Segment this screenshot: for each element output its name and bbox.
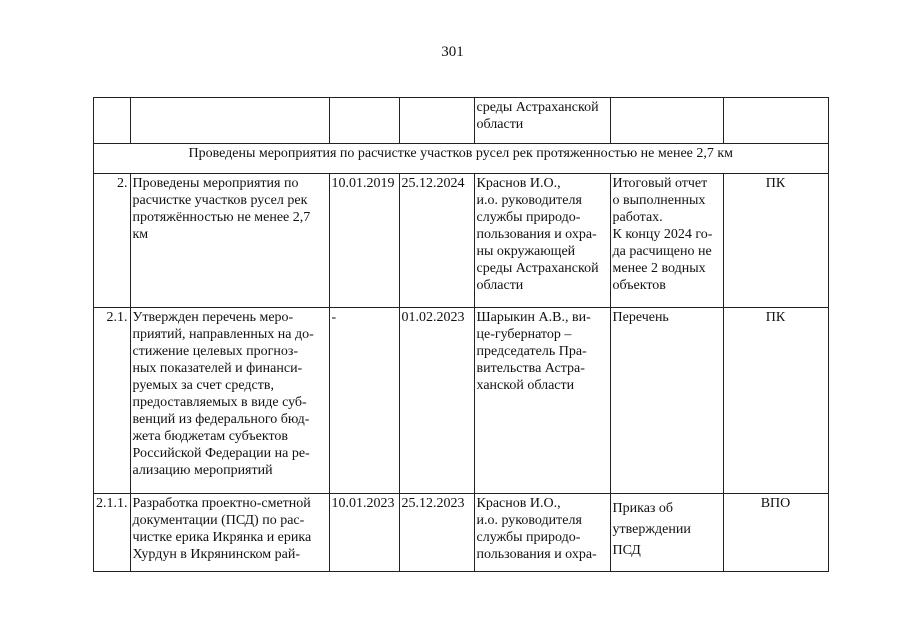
responsible-line: председатель Пра- (476, 344, 587, 359)
responsible-line: среды Астраханской (476, 261, 599, 276)
responsible-line: и.о. руководителя (476, 193, 582, 208)
activity-line: Утвержден перечень меро- (132, 310, 294, 325)
activity-line: предоставляемых в виде суб- (132, 395, 307, 410)
start-date: 10.01.2019 (329, 174, 399, 308)
num-cell (94, 98, 131, 144)
responsible-line: Краснов И.О., (476, 496, 561, 511)
code-cell: ВПО (723, 494, 828, 572)
activity-line: чистке ерика Икрянка и ерика (132, 530, 312, 545)
result-cell (610, 174, 723, 308)
row-number: 2. (94, 174, 131, 308)
result-line: Итоговый отчет (612, 176, 708, 191)
responsible-line: области (476, 117, 524, 132)
table-row (94, 494, 829, 572)
table-row (94, 308, 829, 494)
code-cell: ПК (723, 174, 828, 308)
result-line: менее 2 водных (612, 261, 706, 276)
activity-line: протяжённостью не менее 2,7 (132, 210, 311, 225)
responsible-line: службы природо- (476, 530, 581, 545)
activity-line: Российской Федерации на ре- (132, 446, 310, 461)
page-number: 301 (441, 44, 464, 60)
start-date-cell (329, 98, 399, 144)
result-line: утверждении (612, 522, 691, 537)
result-cell (610, 98, 723, 144)
activity-cell (130, 98, 329, 144)
continuation-row (94, 98, 829, 144)
activity-line: венций из федерального бюд- (132, 412, 310, 427)
responsible-line: среды Астраханской (476, 100, 599, 115)
end-date: 01.02.2023 (399, 308, 474, 494)
result-line: К концу 2024 го- (612, 227, 713, 242)
activity-line: Хурдун в Икрянинском рай- (132, 547, 301, 562)
responsible-cell (474, 494, 610, 572)
row-number: 2.1. (94, 308, 131, 494)
activity-line: ных показателей и финанси- (132, 361, 303, 376)
code-cell (723, 98, 828, 144)
section-heading: Проведены мероприятия по расчистке участков русел рек протяженностью не менее 2,7 км (94, 144, 829, 174)
code-cell: ПК (723, 308, 828, 494)
responsible-cell (474, 308, 610, 494)
responsible-line: Краснов И.О., (476, 176, 561, 191)
result-line: Перечень (612, 310, 669, 325)
start-date: - (329, 308, 399, 494)
activity-line: стижение целевых прогноз- (132, 344, 299, 359)
activity-cell (130, 494, 329, 572)
responsible-line: и.о. руководителя (476, 513, 582, 528)
result-line: Приказ об (612, 501, 674, 516)
responsible-line: области (476, 278, 524, 293)
responsible-cell (474, 98, 610, 144)
start-date: 10.01.2023 (329, 494, 399, 572)
responsible-line: ханской области (476, 378, 575, 393)
responsible-line: пользования и охра- (476, 547, 597, 562)
activity-line: руемых за счет средств, (132, 378, 274, 393)
end-date: 25.12.2024 (399, 174, 474, 308)
end-date-cell (399, 98, 474, 144)
result-line: объектов (612, 278, 666, 293)
responsible-line: це-губернатор – (476, 327, 572, 342)
table-row (94, 174, 829, 308)
section-heading-row (94, 144, 829, 174)
responsible-line: вительства Астра- (476, 361, 585, 376)
activity-line: расчистке участков русел рек (132, 193, 308, 208)
activity-cell (130, 308, 329, 494)
responsible-line: пользования и охра- (476, 227, 597, 242)
result-line: ПСД (612, 543, 641, 558)
activity-line: приятий, направленных на до- (132, 327, 314, 342)
result-cell (610, 494, 723, 572)
plan-table (93, 97, 829, 572)
result-cell (610, 308, 723, 494)
activity-line: жета бюджетам субъектов (132, 429, 288, 444)
activity-line: Разработка проектно-сметной (132, 496, 311, 511)
row-number: 2.1.1. (94, 494, 131, 572)
activity-line: документации (ПСД) по рас- (132, 513, 305, 528)
activity-line: км (132, 227, 149, 242)
activity-line: ализацию мероприятий (132, 463, 273, 478)
activity-cell (130, 174, 329, 308)
responsible-cell (474, 174, 610, 308)
activity-line: Проведены мероприятия по (132, 176, 299, 191)
responsible-line: Шарыкин А.В., ви- (476, 310, 591, 325)
responsible-line: службы природо- (476, 210, 581, 225)
result-line: о выполненных (612, 193, 706, 208)
responsible-line: ны окружающей (476, 244, 576, 259)
result-line: работах. (612, 210, 663, 225)
end-date: 25.12.2023 (399, 494, 474, 572)
result-line: да расчищено не (612, 244, 712, 259)
